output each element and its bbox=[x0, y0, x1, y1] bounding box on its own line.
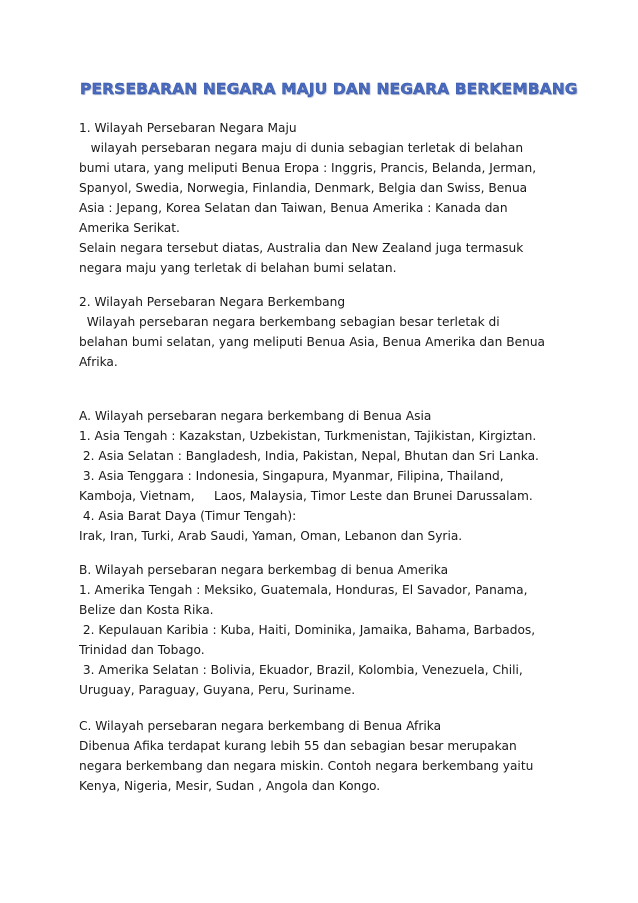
paragraph-line: Afrika. bbox=[79, 355, 118, 369]
paragraph-line: Wilayah persebaran negara berkembang sebagian besar terletak di bbox=[79, 315, 500, 329]
paragraph-line: Asia : Jepang, Korea Selatan dan Taiwan, Benua Amerika : Kanada dan bbox=[79, 201, 508, 215]
section-heading: C. Wilayah persebaran negara berkembang di Benua Afrika bbox=[79, 719, 442, 733]
list-item: Uruguay, Paraguay, Guyana, Peru, Suriname. bbox=[79, 683, 356, 697]
paragraph-line: negara maju yang terletak di belahan bumi selatan. bbox=[79, 261, 397, 275]
list-item: Trinidad dan Tobago. bbox=[79, 643, 205, 657]
section-negara-maju bbox=[79, 118, 569, 278]
section-amerika bbox=[79, 560, 569, 700]
list-item: Kamboja, Vietnam, Laos, Malaysia, Timor Leste dan Brunei Darussalam. bbox=[79, 489, 533, 503]
list-item: Irak, Iran, Turki, Arab Saudi, Yaman, Oman, Lebanon dan Syria. bbox=[79, 529, 463, 543]
section-negara-berkembang bbox=[79, 292, 569, 372]
paragraph-line: belahan bumi selatan, yang meliputi Benua Asia, Benua Amerika dan Benua bbox=[79, 335, 546, 349]
list-item: 2. Kepulauan Karibia : Kuba, Haiti, Dominika, Jamaika, Bahama, Barbados, bbox=[79, 623, 536, 637]
paragraph-line: bumi utara, yang meliputi Benua Eropa : Inggris, Prancis, Belanda, Jerman, bbox=[79, 161, 537, 175]
paragraph-line: Selain negara tersebut diatas, Australia dan New Zealand juga termasuk bbox=[79, 241, 524, 255]
section-afrika bbox=[79, 716, 569, 796]
paragraph-line: negara berkembang dan negara miskin. Contoh negara berkembang yaitu bbox=[79, 759, 534, 773]
list-item: 1. Asia Tengah : Kazakstan, Uzbekistan, Turkmenistan, Tajikistan, Kirgiztan. bbox=[79, 429, 537, 443]
paragraph-line: Dibenua Afika terdapat kurang lebih 55 dan sebagian besar merupakan bbox=[79, 739, 517, 753]
paragraph-line: wilayah persebaran negara maju di dunia sebagian terletak di belahan bbox=[79, 141, 524, 155]
list-item: 2. Asia Selatan : Bangladesh, India, Pakistan, Nepal, Bhutan dan Sri Lanka. bbox=[79, 449, 539, 463]
paragraph-line: Spanyol, Swedia, Norwegia, Finlandia, Denmark, Belgia dan Swiss, Benua bbox=[79, 181, 528, 195]
list-item: 3. Amerika Selatan : Bolivia, Ekuador, Brazil, Kolombia, Venezuela, Chili, bbox=[79, 663, 523, 677]
list-item: Belize dan Kosta Rika. bbox=[79, 603, 214, 617]
page-title: PERSEBARAN NEGARA MAJU DAN NEGARA BERKEMBANG bbox=[80, 80, 578, 98]
list-item: 3. Asia Tenggara : Indonesia, Singapura, Myanmar, Filipina, Thailand, bbox=[79, 469, 504, 483]
list-item: 1. Amerika Tengah : Meksiko, Guatemala, Honduras, El Savador, Panama, bbox=[79, 583, 528, 597]
section-heading: 1. Wilayah Persebaran Negara Maju bbox=[79, 121, 297, 135]
list-item: 4. Asia Barat Daya (Timur Tengah): bbox=[79, 509, 297, 523]
section-heading: A. Wilayah persebaran negara berkembang di Benua Asia bbox=[79, 409, 432, 423]
section-asia bbox=[79, 406, 569, 546]
paragraph-line: Amerika Serikat. bbox=[79, 221, 180, 235]
section-heading: B. Wilayah persebaran negara berkembag di benua Amerika bbox=[79, 563, 449, 577]
section-heading: 2. Wilayah Persebaran Negara Berkembang bbox=[79, 295, 346, 309]
paragraph-line: Kenya, Nigeria, Mesir, Sudan , Angola dan Kongo. bbox=[79, 779, 381, 793]
